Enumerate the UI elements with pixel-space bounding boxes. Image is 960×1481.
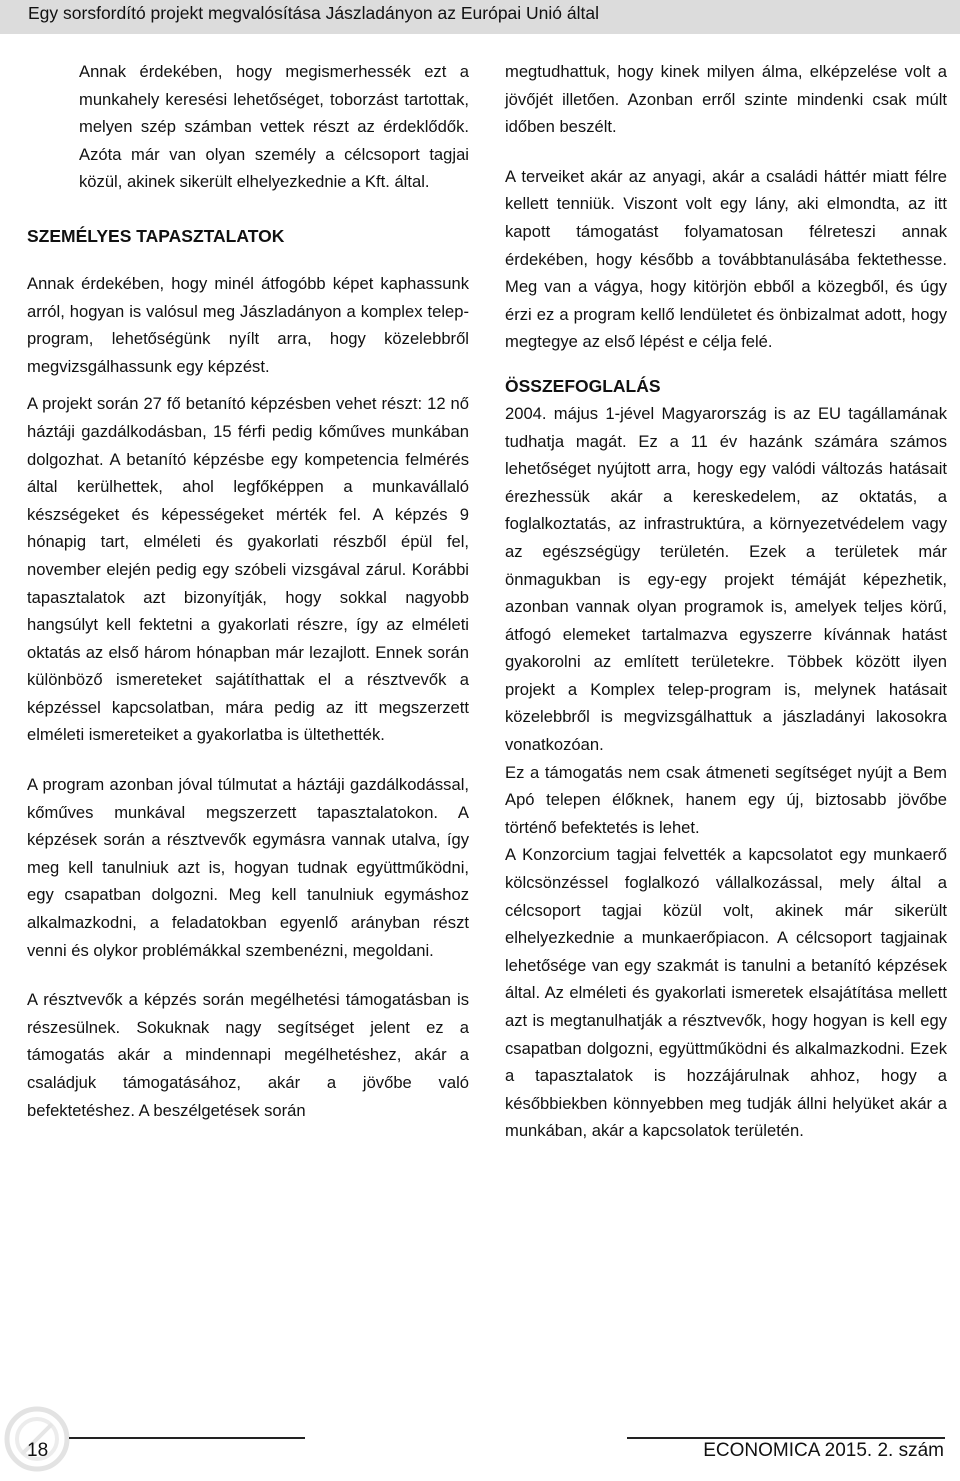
paragraph: Ez a támogatás nem csak átmeneti segítséget nyújt a Bem Apó telepen élőknek, hanem egy új, biztosabb jövőbe történő befektetés is lehet. — [505, 762, 947, 837]
page-number: 18 — [27, 1440, 49, 1461]
left-column — [27, 58, 469, 1124]
journal-logo-icon — [2, 1404, 72, 1474]
section-heading-summary: ÖSSZEFOGLALÁS — [505, 375, 661, 396]
paragraph: A terveiket akár az anyagi, akár a családi háttér miatt félre kellett tenniük. Viszont volt egy lány, aki elmondta, az itt kapott támogatást folyamatosan félreteszi annak érdekében, hogy később a továbbtanulásába fektethesse. Meg van a vágya, hogy kitörjön ebből a közegből, és úgy érzi ez a program kellő lendületet és önbizalmat adott, hogy megtegye az első lépést e célja felé. — [505, 166, 947, 352]
right-column — [505, 58, 947, 1145]
journal-issue: ECONOMICA 2015. 2. szám — [703, 1440, 944, 1461]
section-heading-personal-experiences: SZEMÉLYES TAPASZTALATOK — [27, 225, 285, 246]
paragraph: A Konzorcium tagjai felvették a kapcsolatot egy munkaerő kölcsönzéssel foglalkozó vállalkozással, mely által a célcsoport tagjai közül volt, akinek már sikerült elhelyezkednie a munkaerőpiacon. A célcsoport tagjainak lehetősége van egy szakmát is tanulni a betanító képzések által. Az elméleti és gyakorlati ismeretek elsajátítása mellett azt is megtanulhatják a résztvevők, hogy hogyan is kell egy csapatban dolgozni, együttműködni és alkalmazkodni. Ezek a tapasztalatok is hozzájárulnak ahhoz, hogy a későbbiekben könnyebben meg tudják állni helyüket akár a munkában, akár a kapcsolatok területén. — [505, 845, 947, 1141]
footer-rule-right — [627, 1437, 945, 1439]
paragraph: Annak érdekében, hogy minél átfogóbb képet kaphassunk arról, hogyan is valósul meg Jászladányon a komplex telep-program, lehetőségünk nyílt arra, hogy közelebbről megvizsgálhassunk egy képzést. — [27, 273, 469, 376]
footer-rule-left — [69, 1437, 305, 1439]
intro-paragraph: Annak érdekében, hogy megismerhessék ezt a munkahely keresési lehetőséget, toborzást tartottak, melyen szép számban vettek részt az érdeklődők. Azóta már van olyan személy a célcsoport tagjai közül, akinek sikerült elhelyezkednie a Kft. által. — [79, 62, 469, 192]
paragraph: A program azonban jóval túlmutat a háztáji gazdálkodással, kőműves munkával megszerzett tapasztalatokon. A képzések során a résztvevők egymásra vannak utalva, így meg kell tanulniuk azt is, hogyan tudnak együttműködni, egy csapatban dolgozni. Meg kell tanulniuk egymáshoz alkalmazkodni, a feladatokban egyenlő arányban részt venni és olykor problémákkal szembenézni, megoldani. — [27, 775, 469, 960]
paragraph: 2004. május 1-jével Magyarország is az EU tagállamának tudhatja magát. Ez a 11 év hazánk számára számos lehetőséget nyújtott arra, hogy egy valódi változás hatásait érezhessük akár a kereskedelem, az oktatás, a foglalkoztatás, az infrastruktúra, a környezetvédelem vagy az egészségügy területén. Ezek a területek már önmagukban is egy-egy projekt témáját képezhetik, azonban vannak olyan programok is, amelyek teljes körű, átfogó elemeket tartalmazva egyszerre kívánnak hatást gyakorolni az említett területekre. Többek között ilyen projekt a Komplex telep-program is, melynek hatásait közelebbről is megvizsgálhattuk a jászladányi lakosokra vonatkozóan. — [505, 403, 947, 755]
paragraph: megtudhattuk, hogy kinek milyen álma, elképzelése volt a jövőjét illetően. Azonban erről szinte mindenki csak múlt időben beszélt. — [505, 62, 947, 137]
running-header-title: Egy sorsfordító projekt megvalósítása Jászladányon az Európai Unió által — [28, 3, 599, 23]
paragraph: A résztvevők a képzés során megélhetési támogatásban is részesülnek. Sokuknak nagy segítséget jelent ez a támogatás akár a mindennapi megélhetéshez, akár a családjuk támogatásához, akár a jövőbe való befektetéshez. A beszélgetések során — [27, 990, 469, 1120]
running-header — [0, 0, 960, 34]
paragraph: A projekt során 27 fő betanító képzésben vehet részt: 12 nő háztáji gazdálkodásban, 15 férfi pedig kőműves munkában dolgozhat. A betanító képzésbe egy kompetencia felmérés által kerülhettek, ahol legfőképpen a munkavállaló készségeket és képességeket mérték fel. A képzés 9 hónapig tart, elméleti és gyakorlati részből épül fel, november elején pedig egy szóbeli vizsgával zárul. Korábbi tapasztalatok azt bizonyítják, hogy sokkal nagyobb hangsúlyt kell fektetni a gyakorlati részre, így az elméleti oktatás az első három hónapban már lezajlott. Ennek során különböző ismereteket sajátíthattak el a résztvevők a képzéssel kapcsolatban, mára pedig az itt megszerzett elméleti ismereteiket a gyakorlatba is ültethették. — [27, 394, 469, 745]
